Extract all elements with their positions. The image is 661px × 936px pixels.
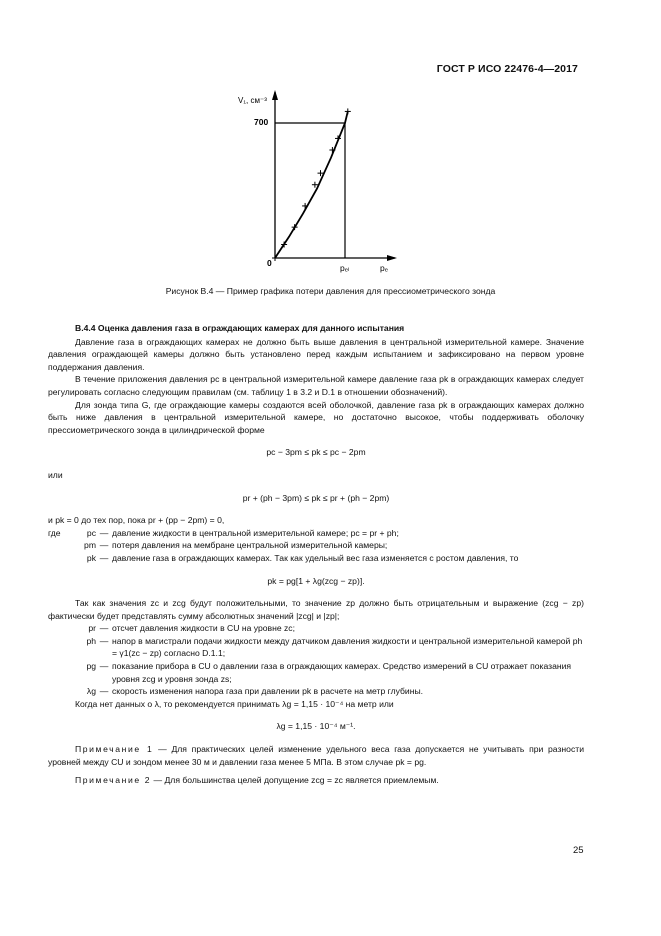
definition-item: pg — показание прибора в CU о давлении газа в ограждающих камерах. Средство измерений в CU отражает показания уровня zcg и уровня зонда zs; — [48, 660, 584, 685]
definition-item: pk — давление газа в ограждающих камерах. Так как удельный вес газа изменяется с ростом давления, то — [48, 552, 584, 565]
where-label: где — [48, 527, 61, 538]
definition-symbol: pm — [84, 540, 96, 551]
x-axis-label: pₑ — [380, 263, 388, 273]
figure-caption: Рисунок В.4 — Пример графика потери давления для прессиометрического зонда — [165, 286, 496, 296]
definition-text: давление газа в ограждающих камерах. Так как удельный вес газа изменяется с ростом давления, то — [112, 552, 519, 563]
note-1 — [48, 743, 584, 768]
definition-item: pm — потеря давления на мембране центральной измерительной камеры; — [48, 539, 584, 552]
page-number: 25 — [573, 845, 584, 856]
definition-item: pr — отсчет давления жидкости в CU на уровне zc; — [48, 622, 584, 635]
data-point — [345, 108, 351, 114]
paragraph-5: Когда нет данных о λ, то рекомендуется принимать λg = 1,15 · 10⁻⁴ на метр или — [75, 698, 394, 709]
definition-text: скорость изменения напора газа при давлении pk в расчете на метр глубины. — [112, 686, 424, 697]
paragraph-2: В течение приложения давления pc в центральной измерительной камере давление газа pk в ограждающих камерах следует регулировать согласно следующим правилам (см. таблицу 1 в 3.2 и D.1 в отношении обозначений). — [48, 374, 584, 397]
note-2-text: — Для большинства целей допущение zcg = zc является приемлемым. — [151, 775, 439, 786]
definition-symbol: pc — [86, 527, 96, 538]
y-axis-label: V₁, см⁻³ — [238, 96, 267, 105]
note-2 — [48, 774, 584, 787]
paragraph-3: Для зонда типа G, где ограждающие камеры создаются всей оболочкой, давление газа pk в ограждающих камерах должно быть ниже давления в центральной измерительной камере, но достаточно высокое, чтобы поддерживать оболочку прессиометрического зонда в цилиндрической форме — [48, 399, 584, 435]
note-2-label: Примечание 2 — [75, 775, 152, 786]
definition-item: λg — скорость изменения напора газа при давлении pk в расчете на метр глубины. — [48, 685, 584, 698]
formula-1: pc − 3pm ≤ pk ≤ pc − 2pm — [266, 447, 366, 458]
definition-symbol: pr — [88, 623, 96, 634]
paragraph-4: Так как значения zc и zcg будут положительными, то значение zp должно быть отрицательным и выражение (zcg − zp) фактически будет представлять сумму абсолютных значений |zcg| и |zp|; — [48, 598, 584, 621]
definition-symbol: pk — [86, 552, 96, 563]
chart-marks — [272, 108, 351, 261]
definition-text: потеря давления на мембране центральной измерительной камеры; — [112, 540, 388, 551]
or-text: или — [48, 469, 63, 480]
y-axis-arrow — [272, 90, 278, 100]
formula-2: pr + (ph − 3pm) ≤ pk ≤ pr + (ph − 2pm) — [242, 492, 390, 503]
definitions-2 — [48, 622, 584, 698]
definition-symbol: ph — [86, 635, 96, 646]
data-point — [302, 203, 308, 209]
definitions-1 — [48, 527, 584, 565]
x-tick-pel: pₑₗ — [340, 263, 350, 273]
definition-symbol: λg — [86, 686, 96, 697]
and-line: и pk = 0 до тех пор, пока pr + (pp − 2pm) = 0, — [48, 515, 225, 526]
fit-curve — [275, 111, 348, 258]
note-1-label: Примечание 1 — [75, 744, 154, 755]
formula-3: pk = pg[1 + λg(zcg − zp)]. — [267, 575, 365, 586]
definition-symbol: pg — [86, 661, 96, 672]
origin-label: 0 — [267, 258, 272, 268]
note-1-text: — Для практических целей изменение удельного веса газа допускается не учитывать при разности уровней между CU и зондом менее 30 м и давлении газа менее 5 МПа. В этом случае pk = pg. — [48, 744, 584, 767]
document-body — [48, 322, 584, 787]
definition-text: показание прибора в CU о давлении газа в ограждающих камерах. Средство измерений в CU отражает показания уровня zcg и уровня зонда zs; — [112, 661, 572, 684]
standard-header: ГОСТ Р ИСО 22476-4—2017 — [436, 63, 578, 75]
definition-text: отсчет давления жидкости в CU на уровне zc; — [112, 623, 295, 634]
section-title: B.4.4 Оценка давления газа в ограждающих камерах для данного испытания — [75, 323, 405, 333]
paragraph-1: Давление газа в ограждающих камерах не должно быть выше давления в центральной измерительной камере. Значение давления ограждающей камеры должно быть установлено перед каждым испытанием и зафиксировано на первом уровне поддержания давления. — [48, 336, 584, 372]
pressure-loss-chart — [0, 0, 661, 300]
definition-item: ph — напор в магистрали подачи жидкости между датчиком давления жидкости и центральной измерительной камерой ph = γ1(zc − zp) согласно D.1.1; — [48, 635, 584, 660]
x-axis-arrow — [387, 255, 397, 261]
definition-text: давление жидкости в центральной измерительной камере; pc = pr + ph; — [112, 527, 399, 538]
y-tick-700: 700 — [254, 117, 269, 127]
formula-4: λg = 1,15 · 10⁻⁴ м⁻¹. — [276, 721, 356, 732]
definition-item: где pc — давление жидкости в центральной измерительной камере; pc = pr + ph; — [48, 527, 584, 540]
definition-text: напор в магистрали подачи жидкости между датчиком давления жидкости и центральной измерительной камерой ph = γ1(zc − zp) согласно D.1.1; — [112, 635, 583, 659]
